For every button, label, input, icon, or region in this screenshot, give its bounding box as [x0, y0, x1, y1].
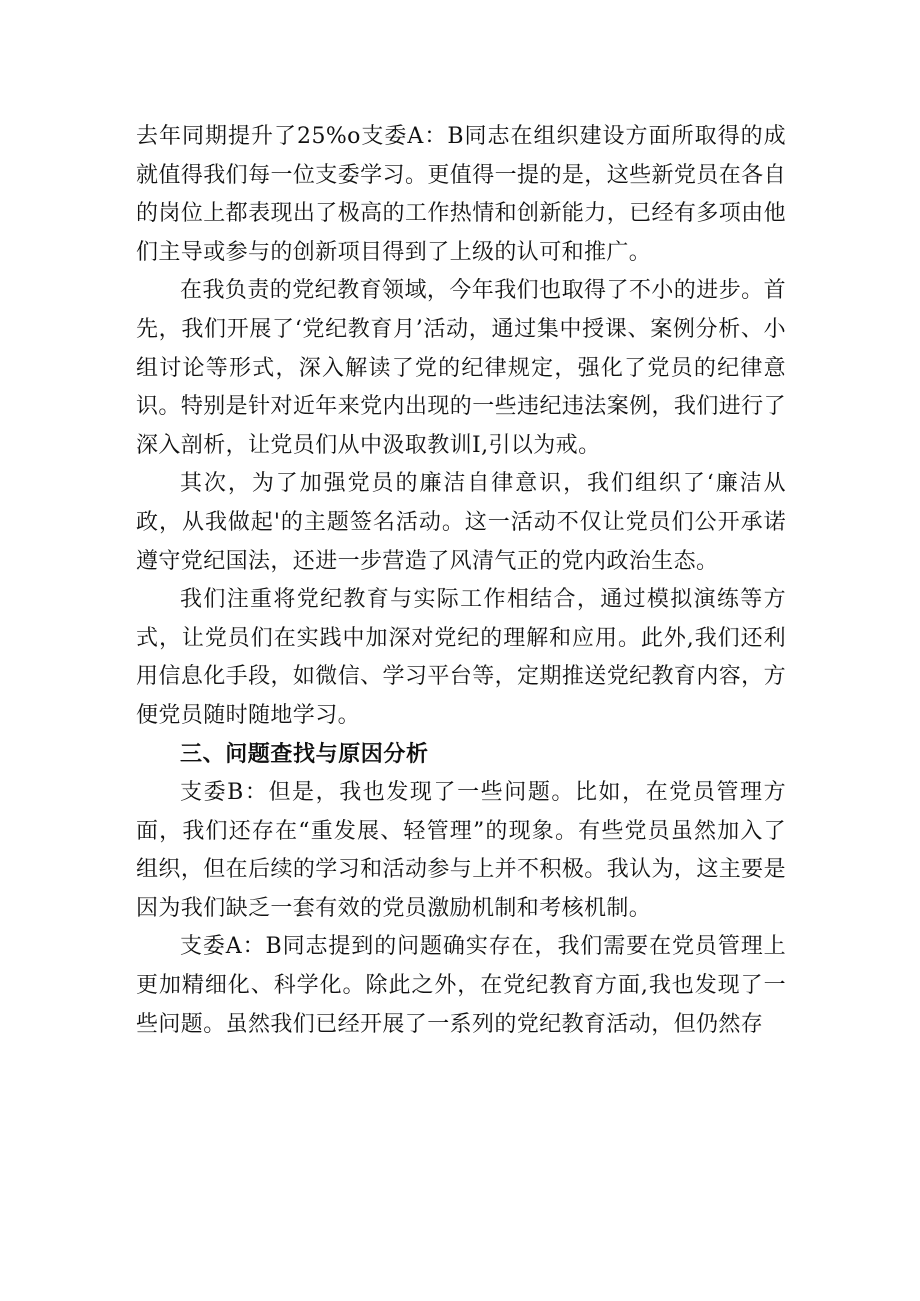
paragraph-committee-b: 支委B：但是，我也发现了一些问题。比如，在党员管理方面，我们还存在“重发展、轻管理”的现象。有些党员虽然加入了组织，但在后续的学习和活动参与上并不积极。我认为，这主要是因为我们缺乏一套有效的党员激励机制和考核机制。: [136, 780, 786, 921]
paragraph-integrity-activity: 其次，为了加强党员的廉洁自律意识，我们组织了‘廉洁从政，从我做起'的主题签名活动。这一活动不仅让党员们公开承诺遵守党纪国法，还进一步营造了风清气正的党内政治生态。: [136, 471, 786, 574]
paragraph-practice-integration: 我们注重将党纪教育与实际工作相结合，通过模拟演练等方式，让党员们在实践中加深对党纪的理解和应用。此外,我们还利用信息化手段，如微信、学习平台等，定期推送党纪教育内容，方便党员随时随地学习。: [136, 587, 786, 728]
paragraph-discipline-education: 在我负责的党纪教育领域，今年我们也取得了不小的进步。首先，我们开展了‘党纪教育月’活动，通过集中授课、案例分析、小组讨论等形式，深入解读了党的纪律规定，强化了党员的纪律意识。特别是针对近年来党内出现的一些违纪违法案例，我们进行了深入剖析，让党员们从中汲取教训I,引以为戒。: [136, 278, 786, 458]
paragraph-continuation: 去年同期提升了25%o支委A：B同志在组织建设方面所取得的成就值得我们每一位支委学习。更值得一提的是，这些新党员在各自的岗位上都表现出了极高的工作热情和创新能力，已经有多项由他们主导或参与的创新项目得到了上级的认可和推广。: [136, 124, 786, 265]
section-heading: 三、问题查找与原因分析: [180, 741, 429, 767]
paragraph-committee-a: 支委A：B同志提到的问题确实存在，我们需要在党员管理上更加精细化、科学化。除此之外，在党纪教育方面,我也发现了一些问题。虽然我们已经开展了一系列的党纪教育活动，但仍然存: [136, 934, 786, 1037]
document-body: [136, 118, 786, 1044]
